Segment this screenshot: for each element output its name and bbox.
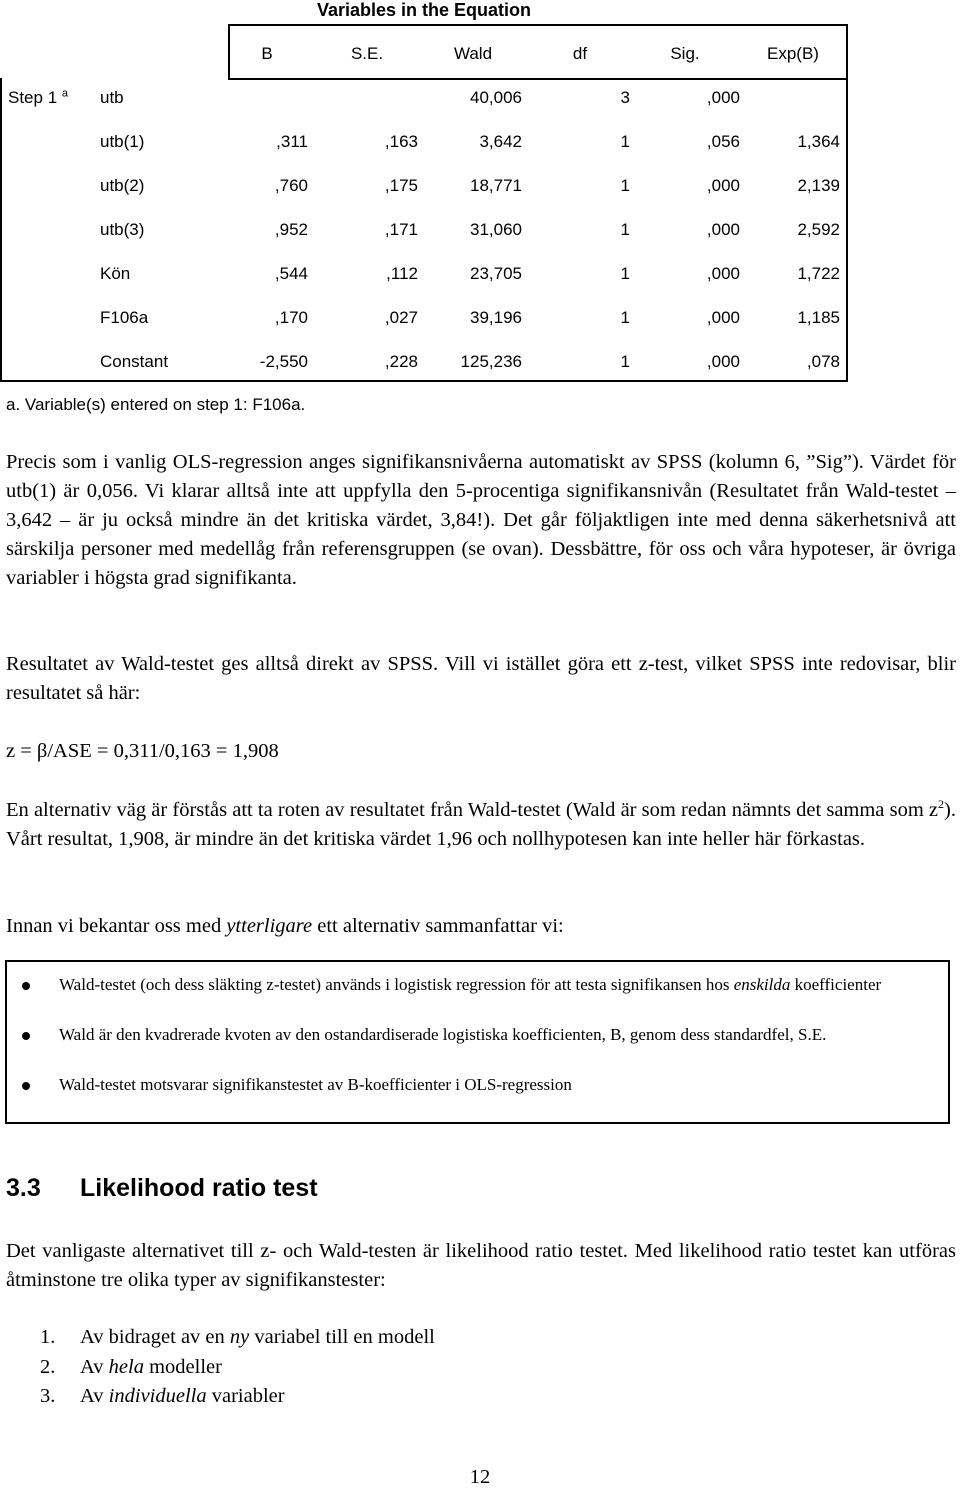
summary-bullet-2: Wald är den kvadrerade kvoten av den ostandardiserade logistiska koefficienten, B, genom dess standardfel, S.E. xyxy=(59,1025,827,1044)
summary-bullet-1: Wald-testet (och dess släkting z-testet) används i logistisk regression för att testa signifikansen hos enskilda koefficienter xyxy=(59,975,882,994)
cell-expb: 2,592 xyxy=(797,220,840,239)
list-item: 3. Av individuella variabler xyxy=(40,1385,285,1407)
cell-variable: utb(2) xyxy=(100,176,145,195)
cell-expb: 1,722 xyxy=(797,264,840,283)
cell-wald: 18,771 xyxy=(470,176,522,195)
cell-df: 1 xyxy=(620,308,630,327)
header-expb: Exp(B) xyxy=(767,44,819,63)
paragraph-root-of-wald: En alternativ väg är förstås att ta roten av resultatet från Wald-testet (Wald är som redan nämnts det samma som $z^2$). Vårt resultat, 1,908, är mindre än det kritiska värdet 1,96 och nollhypotesen kan inte heller här förkastas. xyxy=(6,797,956,850)
variables-in-equation-table xyxy=(0,24,848,382)
cell-wald: 31,060 xyxy=(470,220,522,239)
cell-variable: utb xyxy=(100,88,124,107)
step-footnote-marker: a xyxy=(61,87,69,100)
cell-variable: Kön xyxy=(100,264,131,283)
cell-se: ,175 xyxy=(384,176,418,195)
cell-se: ,171 xyxy=(384,220,418,239)
header-df: df xyxy=(572,44,588,63)
cell-b: -2,550 xyxy=(259,352,308,371)
list-item: 2. Av hela modeller xyxy=(40,1356,222,1378)
cell-b: ,952 xyxy=(274,220,308,239)
section-heading xyxy=(6,1172,318,1204)
paragraph-likelihood-intro: Det vanligaste alternativet till z- och Wald-testen är likelihood ratio testet. Med likelihood ratio testet kan utföras åtminstone tre olika typer av signifikanstester: xyxy=(6,1240,956,1291)
section-number: 3.3 xyxy=(6,1174,41,1202)
summary-bullet-3: Wald-testet motsvarar signifikanstestet av B-koefficienter i OLS-regression xyxy=(59,1075,572,1094)
cell-wald: 125,236 xyxy=(460,352,522,371)
paragraph-summary-intro: Innan vi bekantar oss med ytterligare ett alternativ sammanfattar vi: xyxy=(6,915,564,937)
cell-sig: ,000 xyxy=(706,352,740,371)
cell-sig: ,056 xyxy=(706,132,740,151)
cell-sig: ,000 xyxy=(706,220,740,239)
cell-df: 1 xyxy=(620,132,630,151)
cell-se: ,228 xyxy=(384,352,418,371)
bullet-icon xyxy=(22,1032,30,1040)
page-number: 12 xyxy=(469,1466,491,1488)
cell-wald: 3,642 xyxy=(479,132,522,151)
paragraph-significance: Precis som i vanlig OLS-regression anges signifikansnivåerna automatiskt av SPSS (kolumn 6, ”Sig”). Värdet för utb(1) är 0,056. Vi klarar alltså inte att uppfylla den 5-procentiga signifikansnivån (Resultatet från Wald-testet – 3,642 – är ju också mindre än det kritiska värdet, 3,84!). Det går följaktligen inte med denna säkerhetsnivå att särskilja personer med medellåg från referensgruppen (se ovan). Dessbättre, för oss och våra hypoteser, är övriga variabler i högsta grad signifikanta. xyxy=(6,451,956,589)
cell-variable: utb(1) xyxy=(100,132,145,151)
cell-variable: Constant xyxy=(100,352,169,371)
cell-sig: ,000 xyxy=(706,176,740,195)
cell-se: ,163 xyxy=(384,132,418,151)
cell-sig: ,000 xyxy=(706,88,740,107)
cell-b: ,311 xyxy=(276,132,308,151)
cell-b: ,760 xyxy=(274,176,308,195)
header-wald: Wald xyxy=(453,44,493,63)
cell-wald: 39,196 xyxy=(470,308,522,327)
cell-expb: 1,185 xyxy=(797,308,840,327)
cell-b: ,544 xyxy=(274,264,308,283)
header-b: B xyxy=(261,44,273,63)
section-title: Likelihood ratio test xyxy=(80,1174,318,1202)
cell-se: ,112 xyxy=(386,264,418,283)
cell-df: 1 xyxy=(620,176,630,195)
cell-b: ,170 xyxy=(274,308,308,327)
step-label: Step 1 $^a$ xyxy=(8,87,69,107)
cell-sig: ,000 xyxy=(706,308,740,327)
cell-df: 1 xyxy=(620,352,630,371)
table-title: Variables in the Equation xyxy=(316,0,532,20)
cell-variable: utb(3) xyxy=(100,220,145,239)
cell-df: 3 xyxy=(620,88,630,107)
header-se: S.E. xyxy=(350,44,384,63)
cell-wald: 40,006 xyxy=(470,88,522,107)
list-item: 1. Av bidraget av en ny variabel till en modell xyxy=(40,1326,435,1348)
cell-se: ,027 xyxy=(384,308,418,327)
formula-z-test: z = β/ASE = 0,311/0,163 = 1,908 xyxy=(6,740,279,762)
cell-expb: 1,364 xyxy=(797,132,840,151)
summary-box xyxy=(5,960,950,1124)
cell-df: 1 xyxy=(620,220,630,239)
bullet-icon xyxy=(22,1082,30,1090)
cell-wald: 23,705 xyxy=(470,264,522,283)
cell-df: 1 xyxy=(620,264,630,283)
cell-expb: 2,139 xyxy=(797,176,840,195)
cell-sig: ,000 xyxy=(706,264,740,283)
cell-expb: ,078 xyxy=(806,352,840,371)
table-footnote: a. Variable(s) entered on step 1: F106a. xyxy=(6,395,306,414)
paragraph-wald-direct: Resultatet av Wald-testet ges alltså direkt av SPSS. Vill vi istället göra ett z-test, vilket SPSS inte redovisar, blir resultatet så här: xyxy=(6,653,956,704)
header-sig: Sig. xyxy=(670,44,700,63)
bullet-icon xyxy=(22,982,30,990)
cell-variable: F106a xyxy=(100,308,149,327)
